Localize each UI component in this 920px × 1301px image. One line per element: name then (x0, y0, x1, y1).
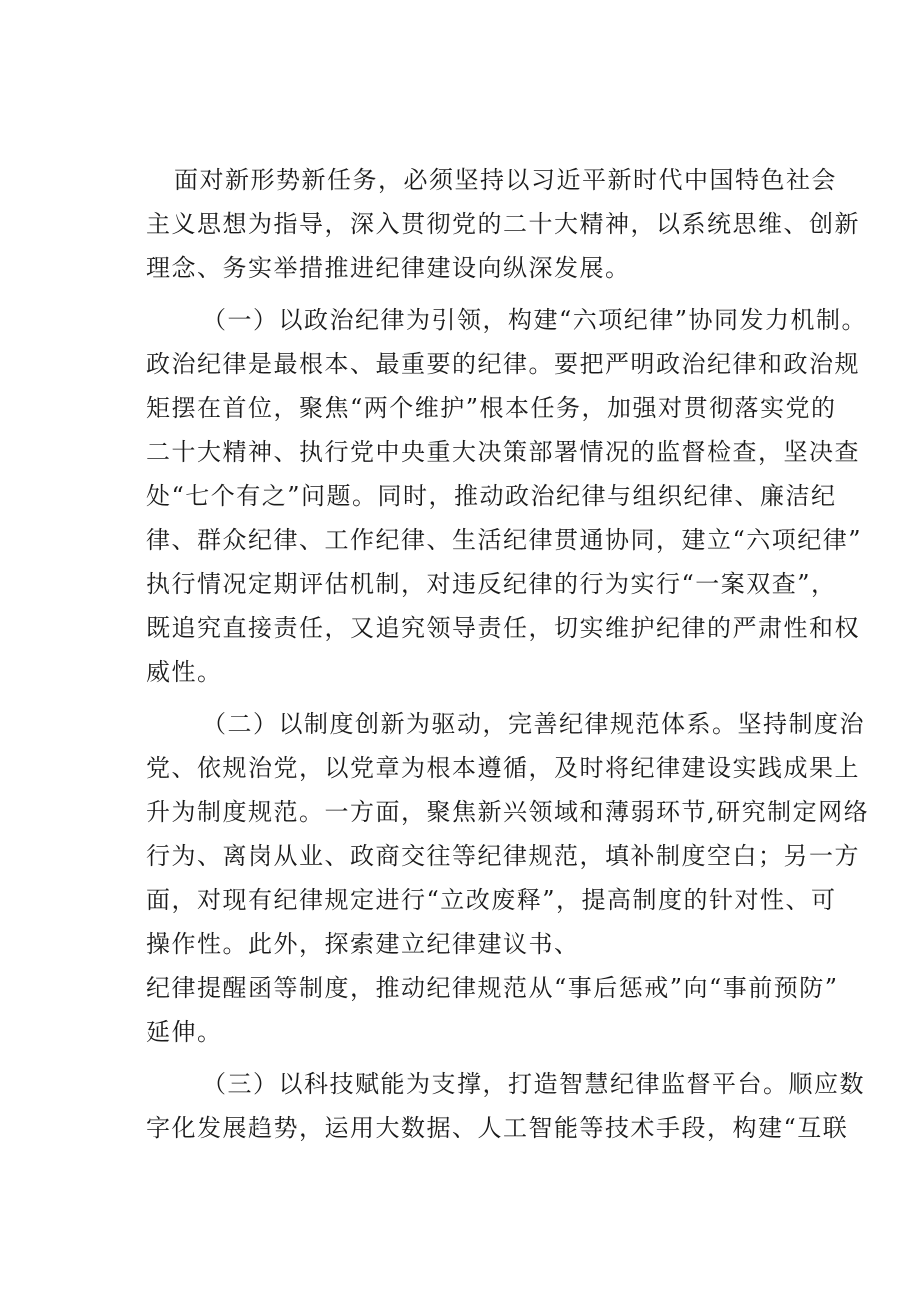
section-heading-line: （一）以政治纪律为引领，构建“六项纪律”协同发力机制。 (202, 306, 868, 334)
text-line: 二十大精神、执行党中央重大决策部署情况的监督检查，坚决查 (146, 438, 860, 466)
text-line: 操作性。此外，探索建立纪律建议书、 (146, 930, 580, 958)
text-line: 主义思想为指导，深入贯彻党的二十大精神，以系统思维、创新 (146, 210, 860, 238)
section-political-discipline (146, 298, 868, 694)
text-line: 理念、务实举措推进纪律建设向纵深发展。 (146, 254, 631, 282)
text-line: 既追究直接责任，又追究领导责任，切实维护纪律的严肃性和权 (146, 614, 860, 642)
text-line: 政治纪律是最根本、最重要的纪律。要把严明政治纪律和政治规 (146, 350, 860, 378)
text-line: 延伸。 (146, 1018, 223, 1046)
text-line: 面对新形势新任务，必须坚持以习近平新时代中国特色社会 (174, 166, 837, 194)
section-heading-line: （三）以科技赋能为支撑，打造智慧纪律监督平台。顺应数 (202, 1070, 865, 1098)
section-institutional-innovation (146, 702, 870, 1054)
text-line: 威性。 (146, 658, 223, 686)
intro-paragraph (146, 158, 860, 290)
text-line: 处“七个有之”问题。同时，推动政治纪律与组织纪律、廉洁纪 (146, 482, 837, 510)
text-line: 升为制度规范。一方面，聚焦新兴领域和薄弱环节,研究制定网络 (146, 798, 870, 826)
text-line: 矩摆在首位，聚焦“两个维护”根本任务，加强对贯彻落实党的 (146, 394, 837, 422)
document-body (146, 158, 870, 1150)
section-heading-line: （二）以制度创新为驱动，完善纪律规范体系。坚持制度治 (202, 710, 865, 738)
text-line: 纪律提醒函等制度，推动纪律规范从“事后惩戒”向“事前预防” (146, 974, 839, 1002)
text-line: 面，对现有纪律规定进行“立改废释”，提高制度的针对性、可 (146, 886, 837, 914)
text-line: 执行情况定期评估机制，对违反纪律的行为实行“一案双查”， (146, 570, 837, 598)
text-line: 党、依规治党，以党章为根本遵循，及时将纪律建设实践成果上 (146, 754, 860, 782)
text-line: 行为、离岗从业、政商交往等纪律规范，填补制度空白；另一方 (146, 842, 860, 870)
section-technology-empowerment (146, 1062, 865, 1150)
text-line: 字化发展趋势，运用大数据、人工智能等技术手段，构建“互联 (146, 1114, 849, 1142)
text-line: 律、群众纪律、工作纪律、生活纪律贯通协同，建立“六项纪律” (146, 526, 863, 554)
